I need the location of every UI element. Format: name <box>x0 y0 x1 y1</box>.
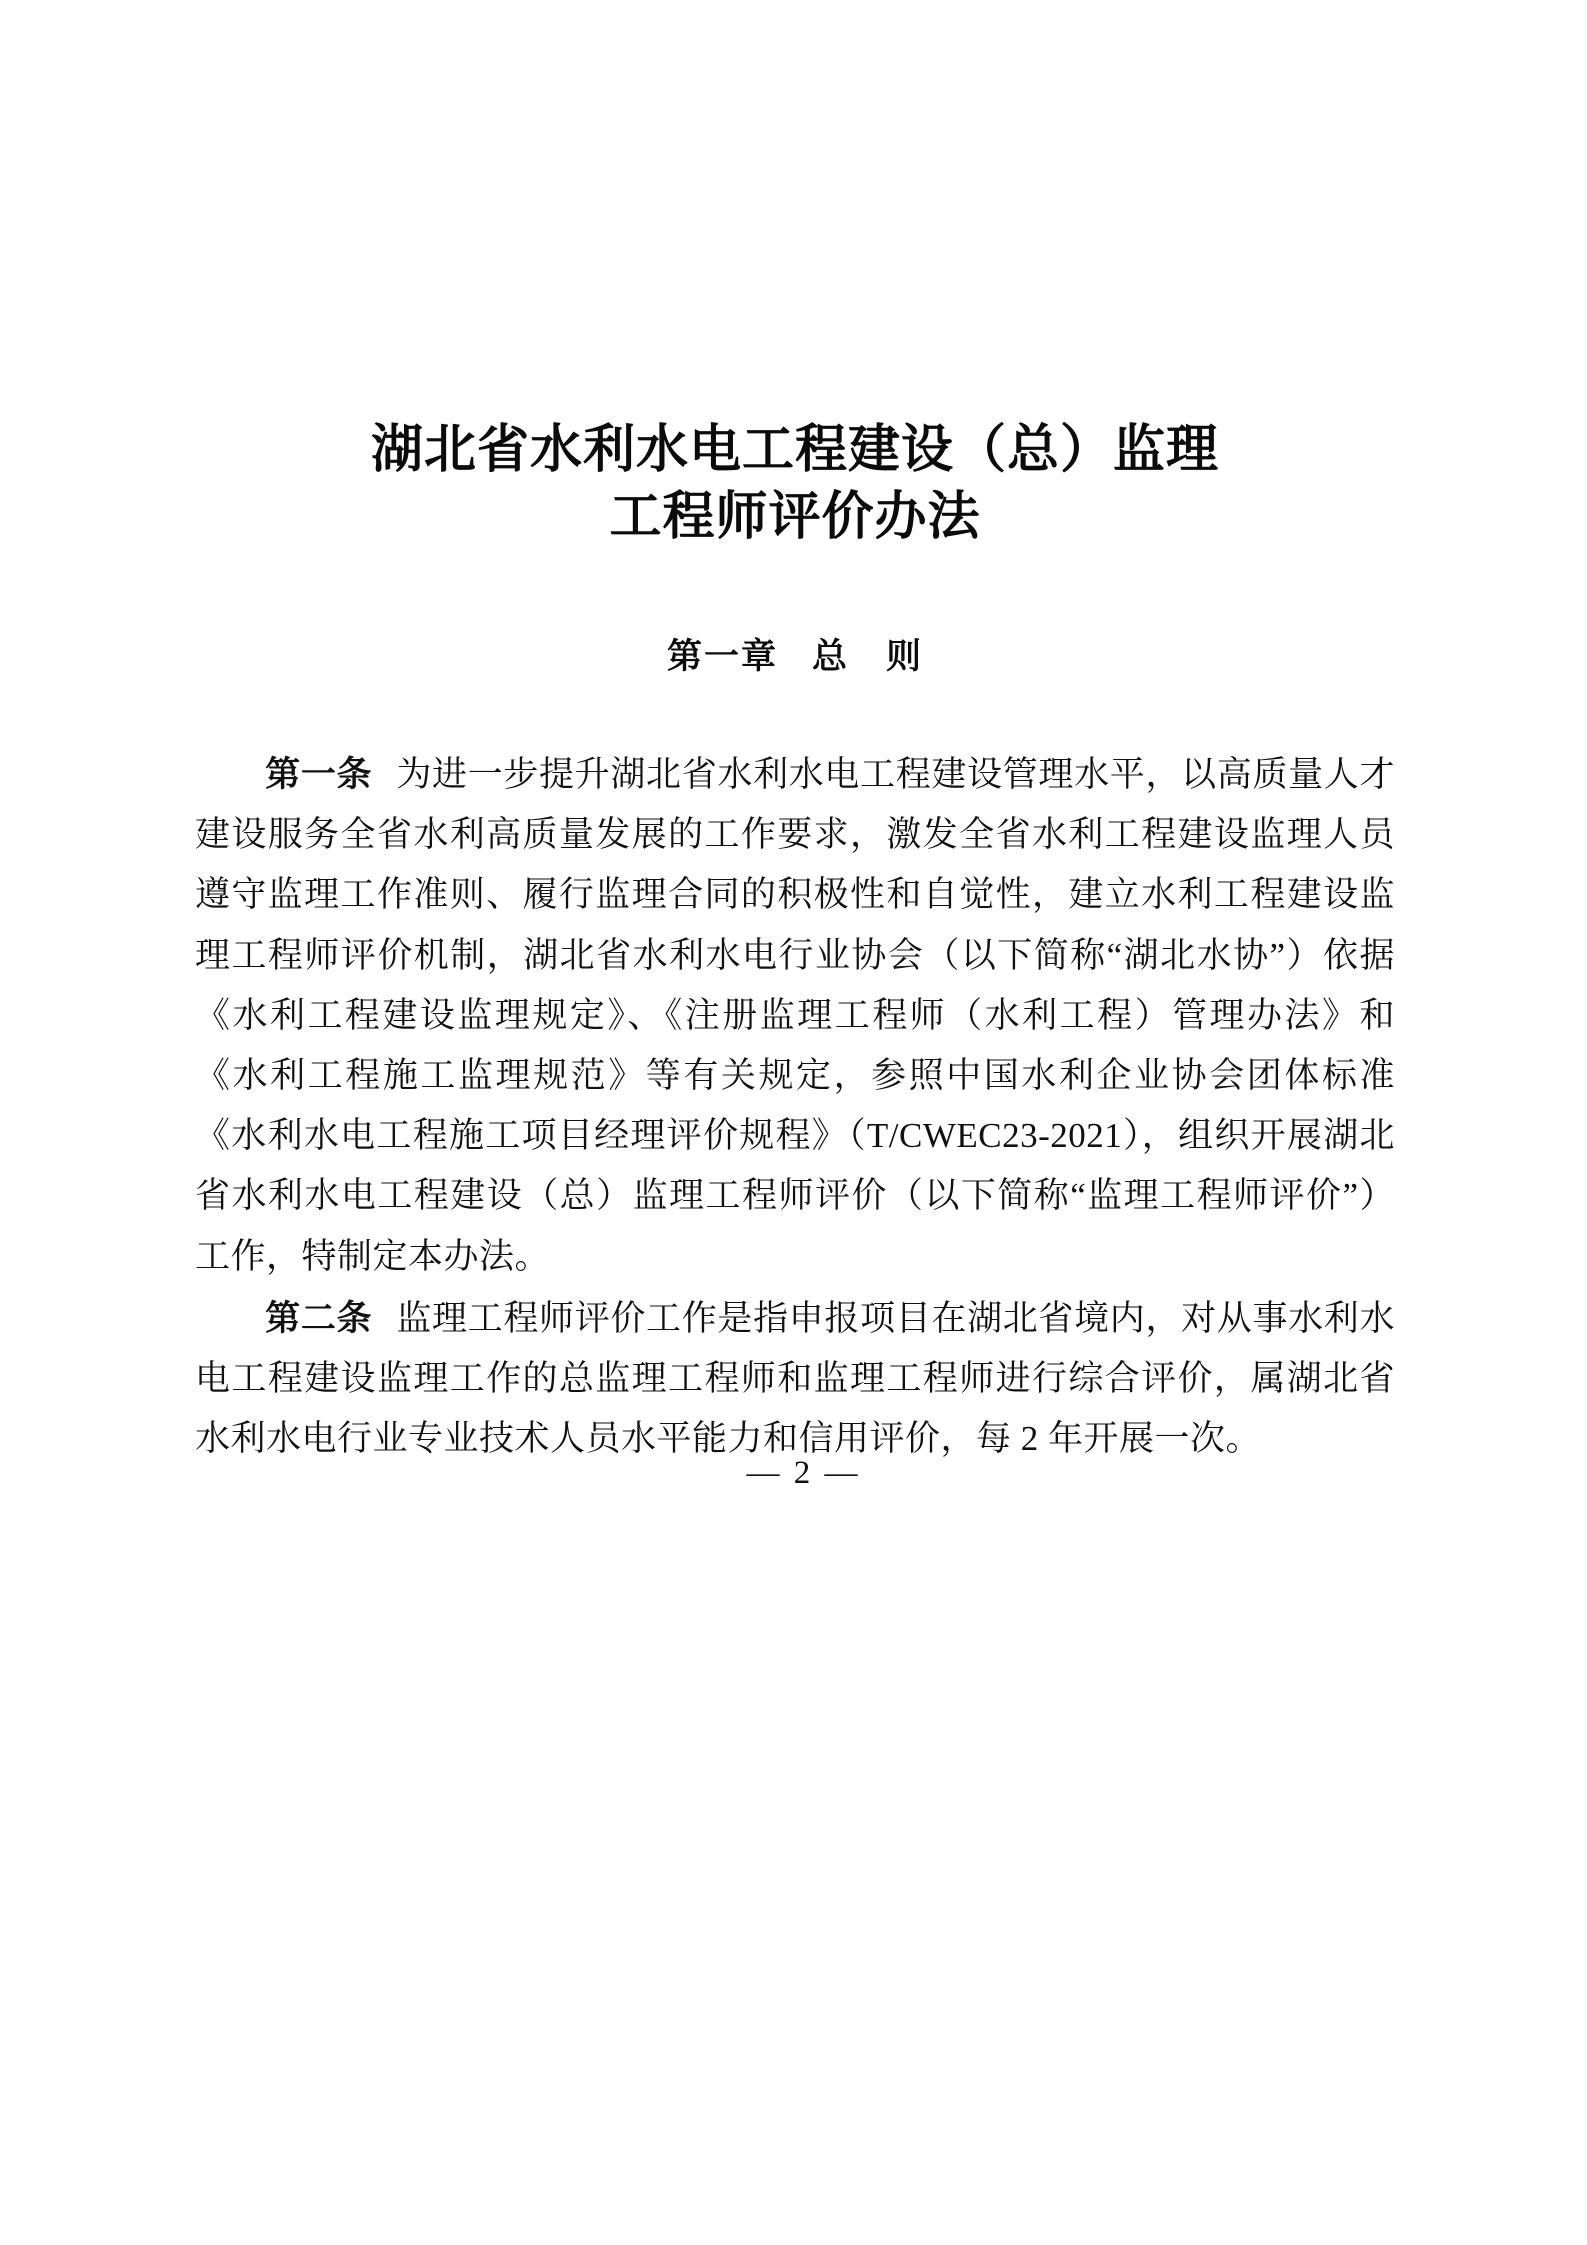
article-paragraph <box>195 745 1395 1287</box>
title-line-1: 湖北省水利水电工程建设（总）监理 <box>370 422 1219 479</box>
chapter-heading <box>195 551 1395 679</box>
page-footer <box>0 1455 1587 1492</box>
page-number: — 2 — <box>746 1455 861 1491</box>
chapter-name: 总 则 <box>812 637 924 677</box>
page-content <box>195 0 1395 1469</box>
chapter-number: 第一章 <box>666 637 778 677</box>
article-paragraph <box>195 1289 1395 1470</box>
body-text <box>195 679 1395 1469</box>
article-text: 为进一步提升湖北省水利水电工程建设管理水平，以高质量人才建设服务全省水利高质量发展的工作要求，激发全省水利工程建设监理人员遵守监理工作准则、履行监理合同的积极性和自觉性，建立水利工程建设监理工程师评价机制，湖北省水利水电行业协会（以下简称“湖北水协”）依据《水利工程建设监理规定》、《注册监理工程师（水利工程）管理办法》和《水利工程施工监理规范》等有关规定，参照中国水利企业协会团体标准《水利水电工程施工项目经理评价规程》（T/CWEC23-2021），组织开展湖北省水利水电工程建设（总）监理工程师评价（以下简称“监理工程师评价”）工作，特制定本办法。 <box>195 755 1395 1276</box>
article-label: 第一条 <box>265 755 373 795</box>
article-text: 监理工程师评价工作是指申报项目在湖北省境内，对从事水利水电工程建设监理工作的总监理工程师和监理工程师进行综合评价，属湖北省水利水电行业专业技术人员水平能力和信用评价，每 2 年开展一次。 <box>195 1298 1395 1459</box>
title-line-2: 工程师评价办法 <box>609 488 981 546</box>
article-label: 第二条 <box>265 1298 373 1338</box>
page-title <box>195 0 1395 551</box>
